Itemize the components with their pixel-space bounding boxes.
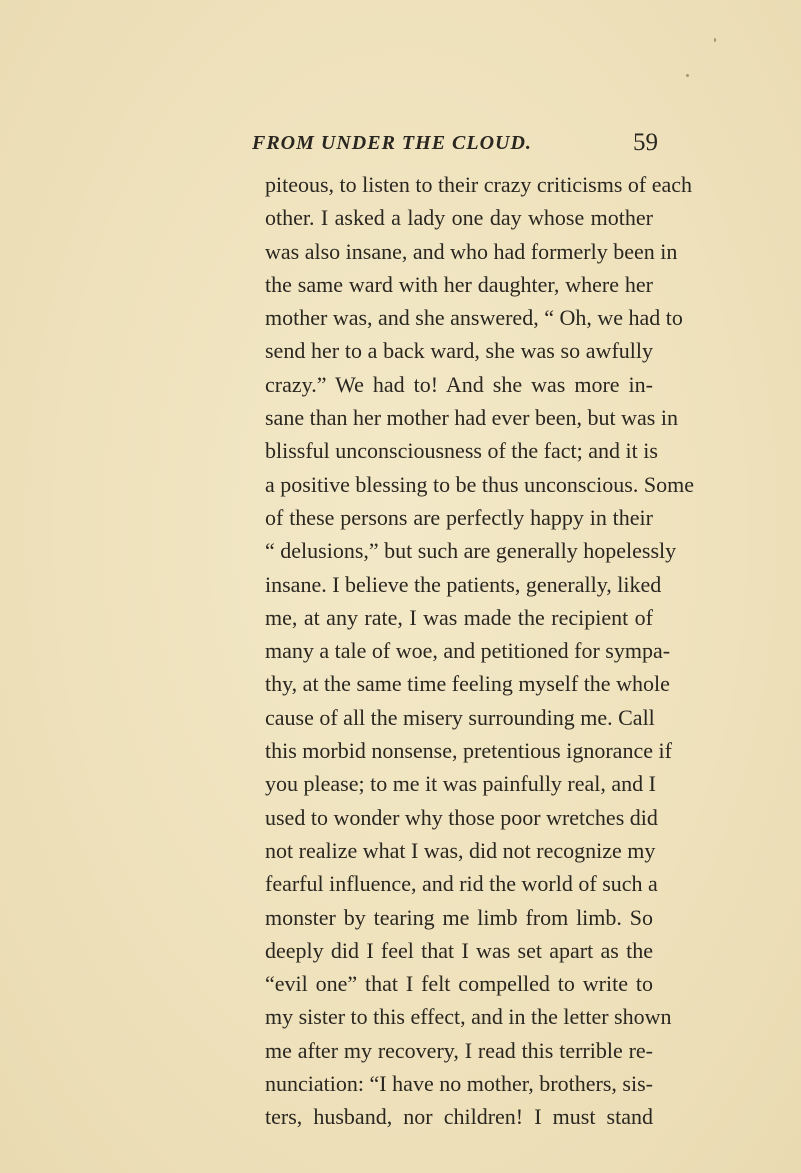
text-line: mother was, and she answered, “ Oh, we had to (265, 305, 683, 331)
text-line: insane. I believe the patients, generally, liked (265, 571, 662, 597)
text-line: thy, at the same time feeling myself the whole (265, 671, 670, 697)
text-line: not realize what I was, did not recognize my (265, 837, 656, 863)
text-line: the same ward with her daughter, where her (265, 271, 653, 297)
text-line: used to wonder why those poor wretches did (265, 804, 658, 830)
text-line: fearful influence, and rid the world of such a (265, 871, 658, 897)
text-line: me after my recovery, I read this terrible re- (265, 1037, 653, 1063)
text-line: many a tale of woe, and petitioned for sympa- (265, 638, 671, 664)
text-line: monster by tearing me limb from limb. So (265, 904, 653, 930)
text-line: ters, husband, nor children! I must stand (265, 1104, 653, 1130)
body-text (265, 168, 694, 1134)
text-line: nunciation: “I have no mother, brothers, sis- (265, 1071, 653, 1097)
text-line: crazy.” We had to! And she was more in- (265, 371, 653, 397)
text-line: my sister to this effect, and in the letter shown (265, 1004, 672, 1030)
text-line: other. I asked a lady one day whose mother (265, 205, 653, 231)
running-head: FROM UNDER THE CLOUD. (252, 132, 532, 154)
page-number: 59 (633, 129, 658, 156)
text-line: “evil one” that I felt compelled to write to (265, 971, 653, 997)
text-line: deeply did I feel that I was set apart as the (265, 937, 653, 963)
text-line: of these persons are perfectly happy in their (265, 504, 653, 530)
paper-speck (686, 74, 689, 77)
text-line: was also insane, and who had formerly been in (265, 238, 678, 264)
text-line: this morbid nonsense, pretentious ignorance if (265, 738, 672, 764)
text-line: piteous, to listen to their crazy criticisms of each (265, 172, 693, 197)
text-line: cause of all the misery surrounding me. Call (265, 704, 655, 730)
paper-speck (714, 38, 716, 42)
text-line: blissful unconsciousness of the fact; and it is (265, 438, 658, 464)
text-line: “ delusions,” but such are generally hopelessly (265, 538, 677, 564)
text-line: you please; to me it was painfully real, and I (265, 771, 656, 797)
text-line: sane than her mother had ever been, but was in (265, 405, 678, 431)
text-line: send her to a back ward, she was so awfully (265, 338, 653, 364)
page-header (252, 126, 658, 160)
text-line: a positive blessing to be thus unconscious. Some (265, 471, 694, 497)
text-line: me, at any rate, I was made the recipient of (265, 604, 653, 630)
